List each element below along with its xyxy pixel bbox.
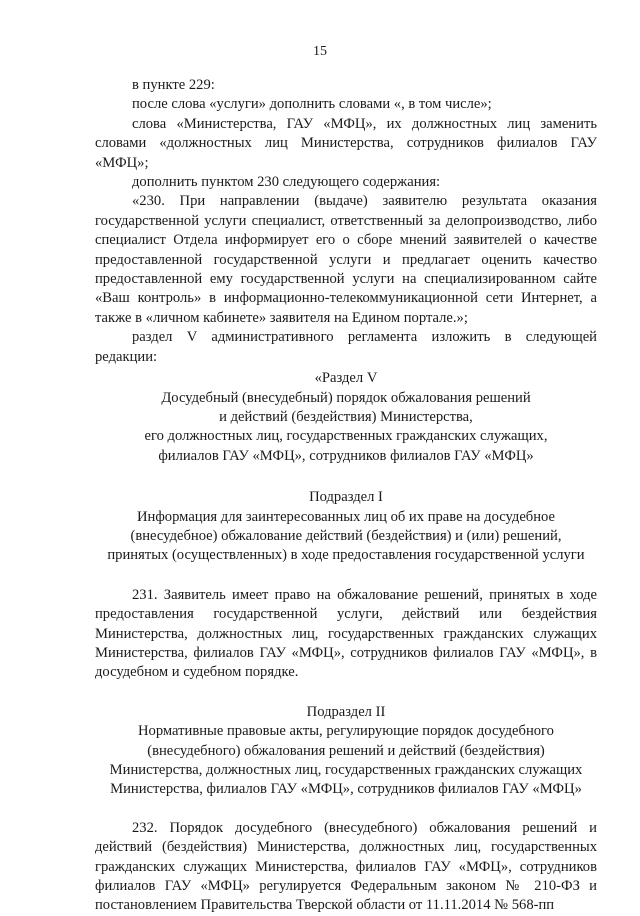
section-heading-line: филиалов ГАУ «МФЦ», сотрудников филиалов ГАУ «МФЦ» — [158, 447, 534, 464]
subsection-heading-line: (внесудебного) обжалования решений и действий (бездействия) — [147, 742, 545, 759]
subsection-heading-line: принятых (осуществленных) в ходе предоставления государственной услуги — [107, 547, 585, 564]
amendment-text: раздел V административного регламента изложить в следующей редакции: — [95, 329, 597, 365]
subsection-title: Подраздел I — [309, 489, 383, 506]
section-heading-line: и действий (бездействия) Министерства, — [219, 408, 473, 425]
item-231-text: 231. Заявитель имеет право на обжалование решений, принятых в ходе предоставления государственной услуги, действий или бездействия Министерства, должностных лиц, государственных гражданских служащих Министерства, филиалов ГАУ «МФЦ», сотрудников филиалов ГАУ «МФЦ», в досудебном и судебном порядке. — [95, 586, 597, 681]
section-title: «Раздел V — [314, 370, 378, 387]
subsection-heading-line: (внесудебное) обжалование действий (бездействия) и (или) решений, — [130, 527, 562, 544]
amendment-text: после слова «услуги» дополнить словами «, в том числе»; — [132, 96, 492, 113]
amendment-text: слова «Министерства, ГАУ «МФЦ», их должностных лиц заменить словами «должностных лиц Министерства, сотрудников филиалов ГАУ «МФЦ»; — [95, 115, 597, 171]
page-number: 15 — [313, 44, 327, 59]
item-230-text: «230. При направлении (выдаче) заявителю результата оказания государственной услуги специалист, ответственный за делопроизводство, либо специалист Отдела информирует его о сборе мнений заявителей о качестве предоставленной государственной услуги и предлагает оценить качество предоставленной ему государственной услуги на специализированном сайте «Ваш контроль» в информационно-телекоммуникационной сети Интернет, а также в «личном кабинете» заявителя на Едином портале.»; — [95, 193, 597, 326]
section-heading — [95, 369, 597, 466]
subsection-heading-line: Нормативные правовые акты, регулирующие порядок досудебного — [138, 723, 554, 740]
subsection-heading-line: Информация для заинтересованных лиц об их праве на досудебное — [137, 508, 555, 525]
subsection-title: Подраздел II — [306, 703, 386, 720]
document-body — [95, 76, 597, 916]
subsection-1-heading — [95, 488, 597, 566]
section-heading-line: его должностных лиц, государственных гражданских служащих, — [144, 428, 548, 445]
item-232-text: 232. Порядок досудебного (внесудебного) обжалования решений и действий (бездействия) Министерства, должностных лиц, государственных гражданских служащих Министерства, филиалов ГАУ «МФЦ», сотрудников филиалов ГАУ «МФЦ» регулируется Федеральным законом № 210-ФЗ и постановлением Правительства Тверской области от 11.11.2014 № 568-пп — [95, 819, 597, 914]
subsection-2-heading — [95, 703, 597, 800]
subsection-heading-line: Министерства, филиалов ГАУ «МФЦ», сотрудников филиалов ГАУ «МФЦ» — [110, 781, 582, 798]
section-heading-line: Досудебный (внесудебный) порядок обжалования решений — [161, 389, 531, 406]
amendment-item-229: в пункте 229: — [132, 77, 215, 93]
subsection-heading-line: Министерства, должностных лиц, государственных гражданских служащих — [109, 762, 583, 778]
amendment-text: дополнить пунктом 230 следующего содержания: — [132, 174, 441, 191]
